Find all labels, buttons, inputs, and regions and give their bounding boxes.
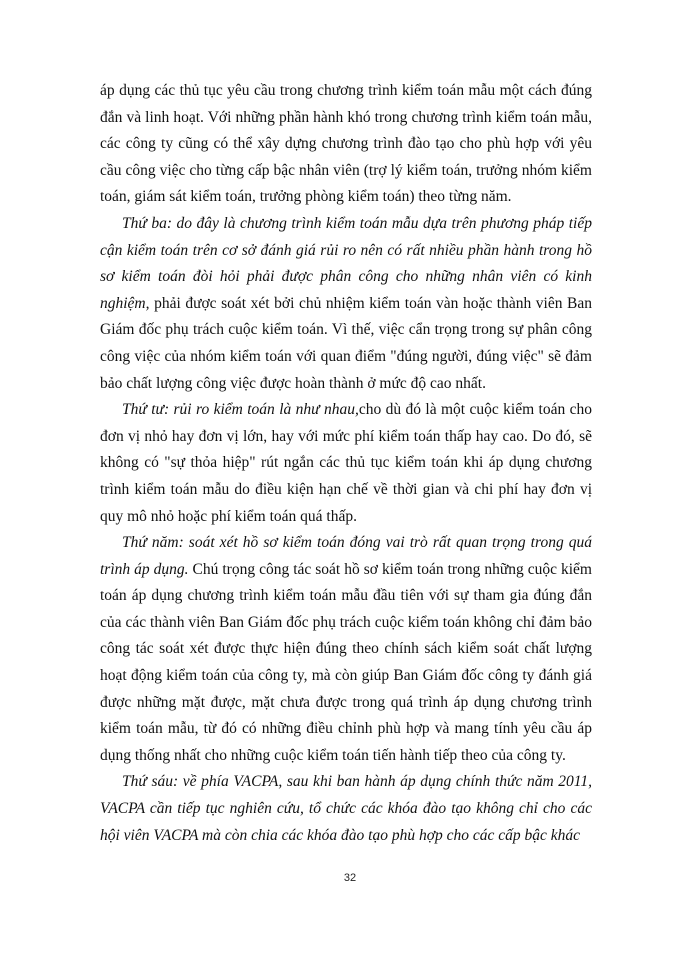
paragraph-lead-italic: Thứ tư: rủi ro kiểm toán là như nhau, (122, 401, 359, 419)
paragraph-text: phải được soát xét bởi chủ nhiệm kiểm toán vàn hoặc thành viên Ban Giám đốc phụ trách cuộc kiểm toán. Vì thế, việc cẩn trọng trong sự phân công công việc của nhóm kiểm toán với quan điểm "đúng người, đúng việc" sẽ đảm bảo chất lượng công việc được hoàn thành ở mức độ cao nhất. (100, 294, 592, 392)
paragraph-thu-tu (100, 397, 592, 530)
paragraph-lead-italic: Thứ năm: soát xét hồ sơ kiểm toán đóng vai trò rất quan trọng trong quá trình áp dụng. (100, 534, 592, 578)
body-text (100, 78, 592, 849)
paragraph-thu-nam (100, 530, 592, 769)
paragraph-continuation (100, 78, 592, 211)
paragraph-text: cho dù đó là một cuộc kiểm toán cho đơn vị nhỏ hay đơn vị lớn, hay với mức phí kiểm toán thấp hay cao. Do đó, sẽ không có "sự thỏa hiệp" rút ngắn các thủ tục kiểm toán khi áp dụng chương trình kiểm toán mẫu do điều kiện hạn chế về thời gian và chi phí hay đơn vị quy mô nhỏ hoặc phí kiểm toán quá thấp. (100, 401, 592, 525)
paragraph-thu-ba (100, 211, 592, 397)
page-number: 32 (343, 872, 357, 884)
paragraph-text: áp dụng các thủ tục yêu cầu trong chương trình kiểm toán mẫu một cách đúng đắn và linh hoạt. Với những phần hành khó trong chương trình kiểm toán mẫu, các công ty cũng có thể xây dựng chương trình đào tạo cho phù hợp với yêu cầu công việc cho từng cấp bậc nhân viên (trợ lý kiểm toán, trưởng nhóm kiểm toán, giám sát kiểm toán, trưởng phòng kiểm toán) theo từng năm. (100, 82, 592, 206)
paragraph-thu-sau (100, 769, 592, 849)
paragraph-lead-italic: Thứ sáu: về phía VACPA, sau khi ban hành áp dụng chính thức năm 2011, VACPA cần tiếp tục nghiên cứu, tổ chức các khóa đào tạo không chỉ cho các hội viên VACPA mà còn chia các khóa đào tạo phù hợp cho các cấp bậc khác (100, 773, 592, 844)
paragraph-text: Chú trọng công tác soát hồ sơ kiểm toán trong những cuộc kiểm toán áp dụng chương trình kiểm toán mẫu đầu tiên với sự tham gia đúng đắn của các thành viên Ban Giám đốc phụ trách cuộc kiểm toán không chỉ đảm bảo công tác soát xét được thực hiện đúng theo chính sách kiểm soát chất lượng hoạt động kiểm toán của công ty, mà còn giúp Ban Giám đốc công ty đánh giá được những mặt được, mặt chưa được trong quá trình áp dụng chương trình kiểm toán mẫu, từ đó có những điều chỉnh phù hợp và mang tính yêu cầu áp dụng thống nhất cho những cuộc kiểm toán tiến hành tiếp theo của công ty. (100, 560, 592, 764)
paragraph-lead-italic: Thứ ba: do đây là chương trình kiểm toán mẫu dựa trên phương pháp tiếp cận kiểm toán trên cơ sở đánh giá rủi ro nên có rất nhiều phần hành trong hồ sơ kiểm toán đòi hỏi phải được phân công cho những nhân viên có kinh nghiệm, (100, 214, 592, 312)
